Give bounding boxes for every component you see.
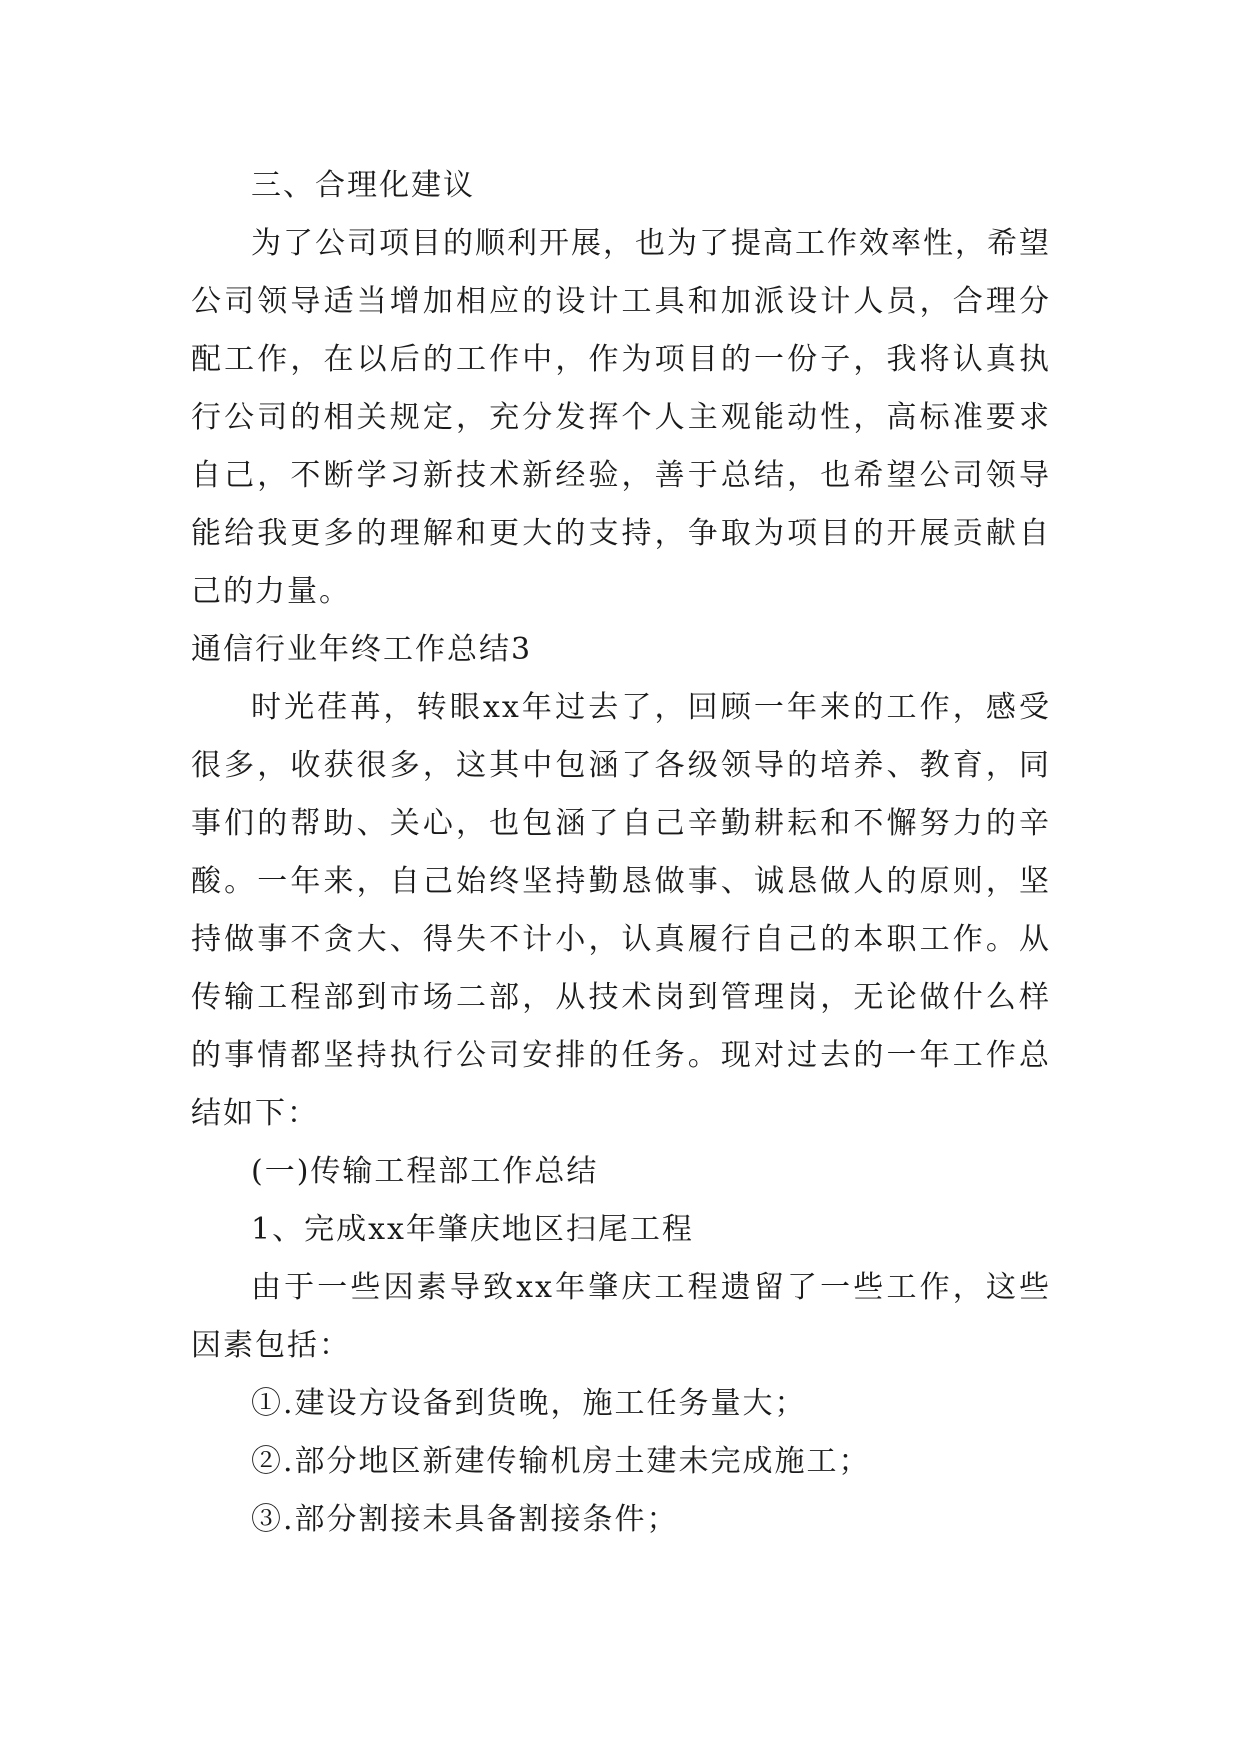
subsection-heading: (一)传输工程部工作总结 bbox=[251, 1154, 599, 1189]
item-heading: 1、完成xx年肇庆地区扫尾工程 bbox=[251, 1212, 694, 1247]
document-body bbox=[191, 157, 1051, 1549]
intro-paragraph: 时光荏苒，转眼xx年过去了，回顾一年来的工作，感受很多，收获很多，这其中包涵了各级领导的培养、教育，同事们的帮助、关心，也包涵了自己辛勤耕耘和不懈努力的辛酸。一年来，自己始终坚持勤恳做事、诚恳做人的原则，坚持做事不贪大、得失不计小，认真履行自己的本职工作。从传输工程部到市场二部，从技术岗到管理岗，无论做什么样的事情都坚持执行公司安排的任务。现对过去的一年工作总结如下： bbox=[191, 690, 1051, 1131]
document-title: 通信行业年终工作总结3 bbox=[191, 632, 533, 667]
factor-item: ③.部分割接未具备割接条件； bbox=[251, 1502, 679, 1537]
item-intro-paragraph: 由于一些因素导致xx年肇庆工程遗留了一些工作，这些因素包括： bbox=[191, 1270, 1051, 1363]
factor-item: ①.建设方设备到货晚，施工任务量大； bbox=[251, 1386, 807, 1421]
factor-item: ②.部分地区新建传输机房土建未完成施工； bbox=[251, 1444, 871, 1479]
section-heading-suggestions: 三、合理化建议 bbox=[251, 168, 475, 203]
suggestions-paragraph: 为了公司项目的顺利开展，也为了提高工作效率性，希望公司领导适当增加相应的设计工具和加派设计人员，合理分配工作，在以后的工作中，作为项目的一份子，我将认真执行公司的相关规定，充分发挥个人主观能动性，高标准要求自己，不断学习新技术新经验，善于总结，也希望公司领导能给我更多的理解和更大的支持，争取为项目的开展贡献自己的力量。 bbox=[191, 226, 1051, 609]
